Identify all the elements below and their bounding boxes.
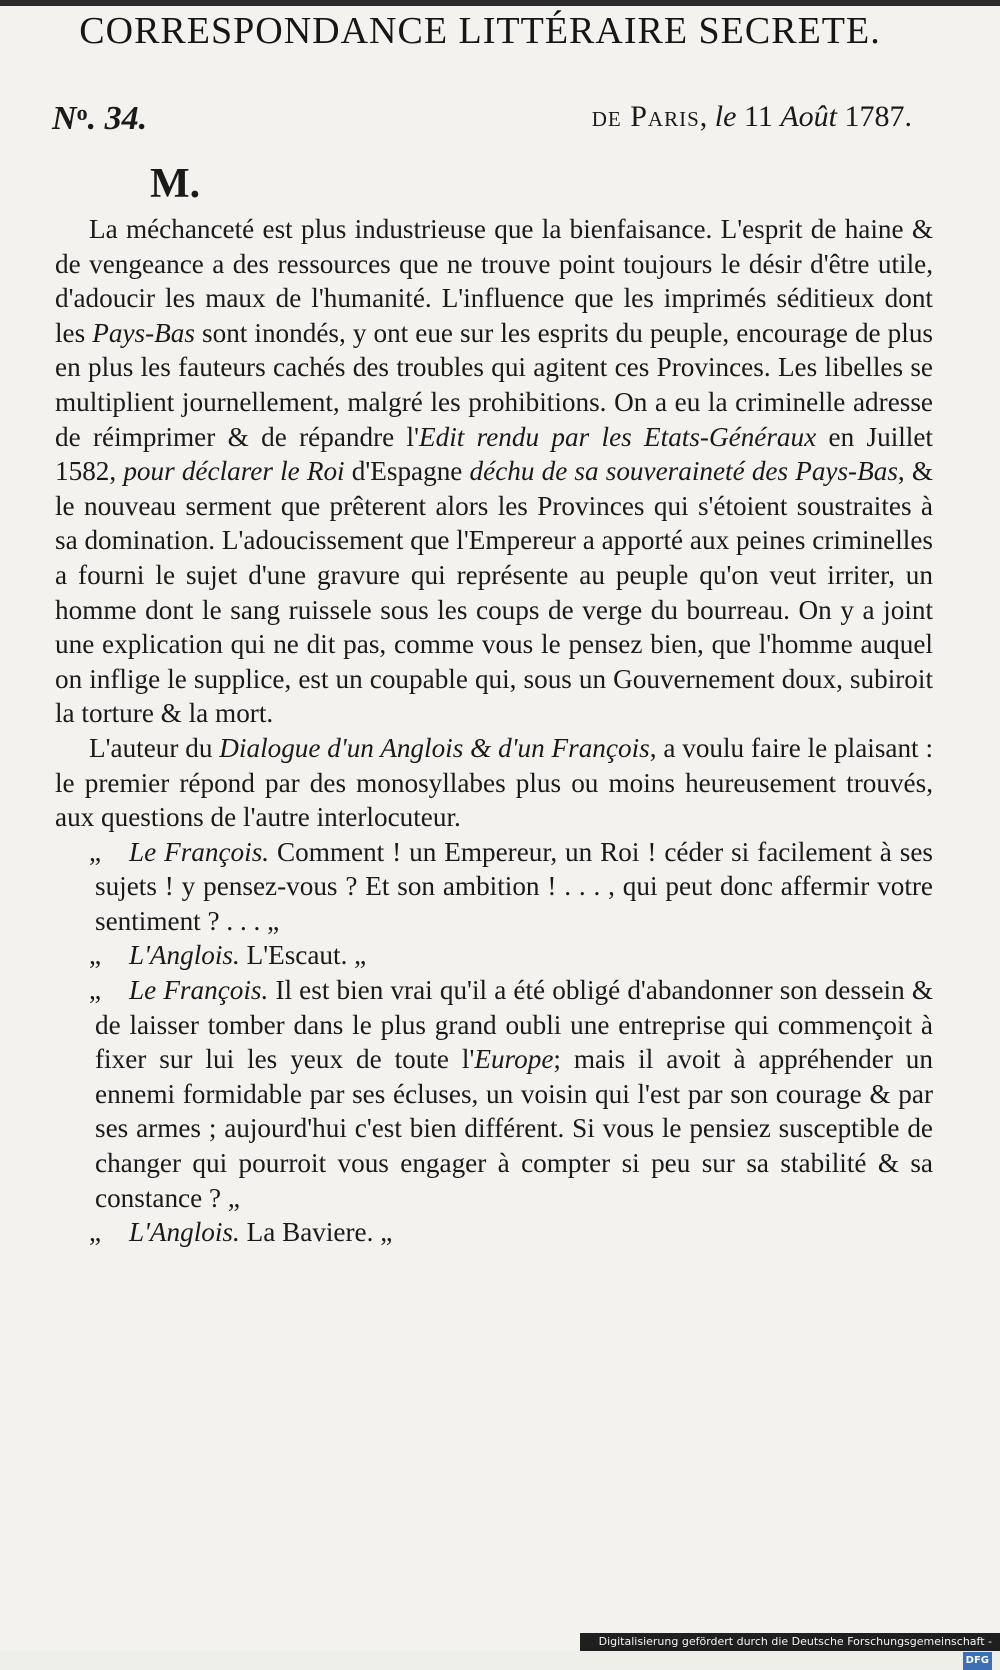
p1-italic-dechu: déchu de sa souveraineté des Pays-Bas	[469, 456, 898, 487]
issue-month: Août	[780, 100, 837, 133]
masthead-title: CORRESPONDANCE LITTÉRAIRE SECRETE.	[79, 10, 881, 52]
dfg-logo-icon: DFG	[963, 1652, 992, 1670]
p1-text-b: sont inondés, y ont eue sur les esprits du peuple, encourage de plus en plus les fauteurs cachés des troubles qui agitent ces Provinces. Les libelles se multiplient journellement, malgré les prohibitions. On a eu la criminelle adresse de réimprimer & de répandre l'	[55, 317, 933, 452]
paragraph-1	[55, 212, 933, 731]
article-body	[55, 212, 933, 1250]
dialogue-line-4	[55, 1215, 933, 1250]
dialogue-text: Comment ! un Empereur, un Roi ! céder si facilement à ses sujets ! y pensez-vous ? Et son ambition ! . . . , qui peut donc affermir votre sentiment ? . . . „	[95, 836, 933, 936]
dialogue-line-1	[55, 835, 933, 939]
dialogue-speaker: Le François.	[129, 975, 269, 1006]
issue-day-prefix: le	[714, 100, 737, 133]
issue-sep: ,	[699, 100, 708, 133]
p1-text-a: La méchanceté est plus industrieuse que la bienfaisance. L'esprit de haine & de vengeance a des ressources que ne trouve point toujours le désir d'être utile, d'adoucir les maux de l'humanité. L'influence que les imprimés séditieux dont les	[55, 214, 933, 348]
dialogue-line-2	[55, 938, 933, 973]
digitization-footer	[580, 1633, 1000, 1666]
paragraph-2	[55, 731, 933, 835]
quote-mark: „	[89, 975, 102, 1006]
dialogue-line-3	[55, 973, 933, 1215]
dialogue-text-a: Il est bien vrai qu'il a été obligé d'abandonner son dessein & de laisser tomber dans le plus grand oubli une entreprise qui commençoit à fixer sur lui les yeux de toute l'	[95, 975, 933, 1075]
p2-text-b: , a voulu faire le plaisant : le premier répond par des monosyllabes plus ou moins heureusement trouvés, aux questions de l'autre interlocuteur.	[55, 732, 933, 833]
p1-italic-edit: Edit rendu par les Etats-Généraux	[419, 421, 817, 452]
p2-italic-dialogue: Dialogue d'un Anglois & d'un François	[219, 732, 650, 763]
dialogue-italic-europe: Europe	[474, 1044, 554, 1075]
issue-number-sup: o	[76, 100, 88, 125]
p1-text-e: , & le nouveau serment que prêterent alors les Provinces qui s'étoient soustraites à sa domination. L'adoucissement que l'Empereur a apporté aux peines criminelles a fourni le sujet d'une gravure qui représente au peuple qu'on veut irriter, un homme dont le sang ruissele sous les coups de verge du bourreau. On y a joint une explication qui ne dit pas, comme vous le pensez bien, que l'homme auquel on inflige le supplice, est un coupable qui, sous un Gouvernement doux, subiroit la torture & la mort.	[55, 456, 934, 729]
issue-date	[592, 100, 912, 134]
p1-italic-roi: pour déclarer le Roi	[123, 456, 345, 487]
p1-text-c: en Juillet 1582,	[55, 421, 933, 487]
p1-text-d: d'Espagne	[351, 456, 463, 487]
p1-italic-pays-bas: Pays-Bas	[92, 317, 195, 348]
issue-number-value: . 34.	[87, 100, 148, 137]
dialogue-text-b: ; mais il avoit à appréhender un ennemi formidable par ses écluses, un voisin qui l'est par son courage & par ses armes ; aujourd'hui c'est bien différent. Si vous le pensiez susceptible de changer qui pourroit vous engager à compter si peu sur sa stabilité & sa constance ? „	[95, 1044, 933, 1213]
issue-day: 11	[743, 100, 773, 133]
dialogue-speaker: L'Anglois.	[129, 940, 240, 971]
p2-text-a: L'auteur du	[89, 732, 213, 763]
quote-mark: „	[89, 1217, 102, 1248]
dialogue-speaker: L'Anglois.	[129, 1217, 240, 1248]
dialogue-text: L'Escaut. „	[246, 940, 367, 971]
issue-number	[52, 100, 147, 138]
footer-text: Digitalisierung gefördert durch die Deutsche Forschungsgemeinschaft -	[598, 1635, 992, 1648]
issue-number-prefix: N	[52, 100, 77, 137]
dialogue-text: La Baviere. „	[246, 1217, 393, 1248]
dialogue-speaker: Le François.	[129, 836, 270, 867]
issue-header	[52, 100, 912, 150]
issue-place: de Paris	[591, 100, 700, 133]
salutation: M.	[150, 161, 201, 207]
quote-mark: „	[89, 940, 102, 971]
issue-year: 1787.	[844, 100, 912, 133]
quote-mark: „	[89, 836, 102, 867]
